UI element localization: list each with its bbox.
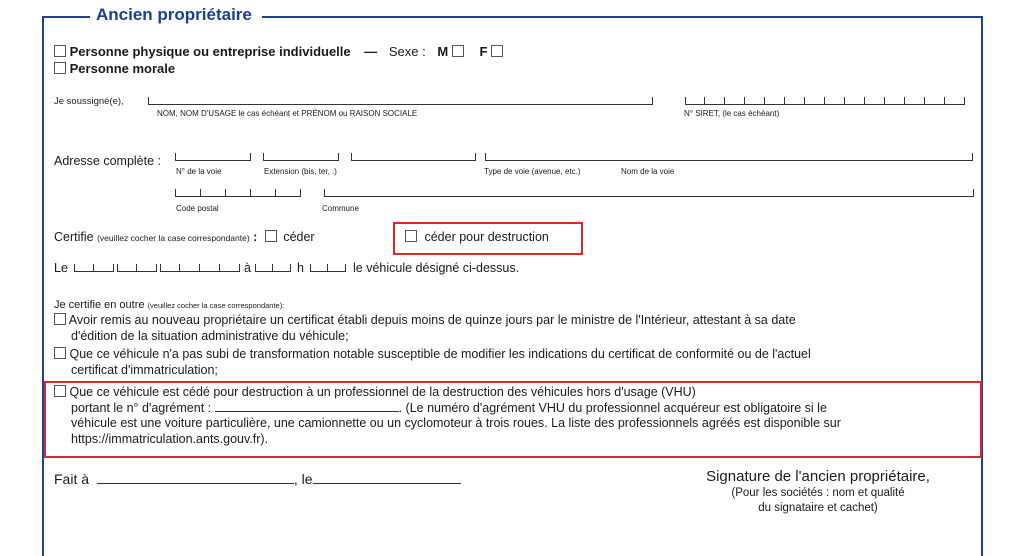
outre-item-3-line-3: véhicule est une voiture particulière, une camionnette ou un cyclomoteur à trois roues. La liste des professionnels agréés est disponible sur <box>71 416 841 430</box>
extension-caption: Extension (bis, ter, .) <box>264 167 337 176</box>
siret-field[interactable] <box>685 97 965 105</box>
checkbox-outre-vhu[interactable] <box>54 385 66 397</box>
time-hour-field[interactable] <box>255 264 291 272</box>
date-suffix: le véhicule désigné ci-dessus. <box>353 261 520 275</box>
fait-a-row <box>54 471 461 487</box>
adresse-label: Adresse complète : <box>54 154 161 168</box>
siret-caption: N° SIRET, (le cas échéant) <box>684 109 780 118</box>
outre-item-2-line-2: certificat d'immatriculation; <box>71 362 218 377</box>
outre-item-3-line-2b: . (Le numéro d'agrément VHU du professionnel acquéreur est obligatoire si le <box>398 400 827 415</box>
outre-item-3-line-2a: portant le n° d'agrément : <box>71 400 212 415</box>
owner-physique-row <box>54 44 503 59</box>
checkbox-ceder[interactable] <box>265 230 277 242</box>
owner-morale-row <box>54 61 175 76</box>
outre-item-1-line-1: Avoir remis au nouveau propriétaire un certificat établi depuis moins de quinze jours par le ministre de l'Intérieur, attestant à sa date <box>68 313 796 327</box>
certifie-row <box>54 230 315 244</box>
soussigne-label: Je soussigné(e), <box>54 96 124 107</box>
type-voie-caption: Type de voie (avenue, etc.) <box>484 167 581 176</box>
nom-voie-caption: Nom de la voie <box>621 167 675 176</box>
checkbox-ceder-destruction[interactable] <box>405 230 417 242</box>
fait-a-place-field[interactable] <box>97 483 294 484</box>
outre-header <box>54 299 284 311</box>
signature-note-2: du signataire et cachet) <box>758 502 878 514</box>
signature-note-1: (Pour les sociétés : nom et qualité <box>731 487 905 499</box>
certifie-colon: : <box>253 230 258 244</box>
code-postal-caption: Code postal <box>176 204 219 213</box>
date-month-field[interactable] <box>117 264 157 272</box>
sexe-m-label: M <box>437 44 449 59</box>
agrement-number-field[interactable] <box>215 411 399 412</box>
fait-a-label: Fait à <box>54 471 90 487</box>
date-a-label: à <box>244 261 251 275</box>
certifie-note: (veuillez cocher la case correspondante) <box>97 233 250 243</box>
sexe-label: Sexe : <box>388 44 426 59</box>
time-h-label: h <box>297 261 304 275</box>
sexe-f-label: F <box>479 44 488 59</box>
dash: — <box>364 44 378 59</box>
outre-item-3-line-4: https://immatriculation.ants.gouv.fr). <box>71 431 269 446</box>
outre-label: Je certifie en outre <box>54 299 145 311</box>
fait-le-date-field[interactable] <box>313 483 461 484</box>
num-voie-field[interactable] <box>175 153 251 161</box>
label-personne-morale: Personne morale <box>69 61 176 76</box>
date-le-label: Le <box>54 261 68 275</box>
extension-field[interactable] <box>263 153 339 161</box>
num-voie-caption: N° de la voie <box>176 167 222 176</box>
certifie-label: Certifie <box>54 230 94 244</box>
outre-item-1 <box>54 313 796 344</box>
outre-note: (veuillez cocher la case correspondante): <box>147 301 285 310</box>
outre-item-3 <box>54 385 841 447</box>
date-year-field[interactable] <box>160 264 240 272</box>
name-field[interactable] <box>148 97 653 105</box>
checkbox-personne-morale[interactable] <box>54 62 66 74</box>
outre-item-3-line-1: Que ce véhicule est cédé pour destruction à un professionnel de la destruction des véhicules hors d'usage (VHU) <box>69 385 696 399</box>
outre-item-2 <box>54 347 811 378</box>
label-ceder-destruction: céder pour destruction <box>424 230 549 244</box>
ceder-destruction-row <box>405 230 549 244</box>
commune-caption: Commune <box>322 204 359 213</box>
name-caption: NOM, NOM D'USAGE le cas échéant et PRÉNOM ou RAISON SOCIALE <box>157 109 418 118</box>
signature-block <box>668 468 968 516</box>
checkbox-outre-transformation[interactable] <box>54 347 66 359</box>
commune-field[interactable] <box>324 189 974 197</box>
outre-item-1-line-2: d'édition de la situation administrative du véhicule; <box>71 328 349 343</box>
time-minute-field[interactable] <box>310 264 346 272</box>
type-voie-field[interactable] <box>351 153 476 161</box>
checkbox-outre-certificat[interactable] <box>54 313 66 325</box>
signature-title: Signature de l'ancien propriétaire, <box>706 468 930 485</box>
fait-le-label: , le <box>293 471 313 487</box>
checkbox-sexe-m[interactable] <box>452 45 464 57</box>
checkbox-sexe-f[interactable] <box>491 45 503 57</box>
outre-item-2-line-1: Que ce véhicule n'a pas subi de transformation notable susceptible de modifier les indications du certificat de conformité ou de l'actuel <box>69 347 811 361</box>
checkbox-personne-physique[interactable] <box>54 45 66 57</box>
label-ceder: céder <box>283 230 315 244</box>
label-personne-physique: Personne physique ou entreprise individuelle <box>69 44 351 59</box>
code-postal-field[interactable] <box>175 189 301 197</box>
nom-voie-field[interactable] <box>485 153 973 161</box>
date-day-field[interactable] <box>74 264 114 272</box>
section-title: Ancien propriétaire <box>90 4 262 26</box>
